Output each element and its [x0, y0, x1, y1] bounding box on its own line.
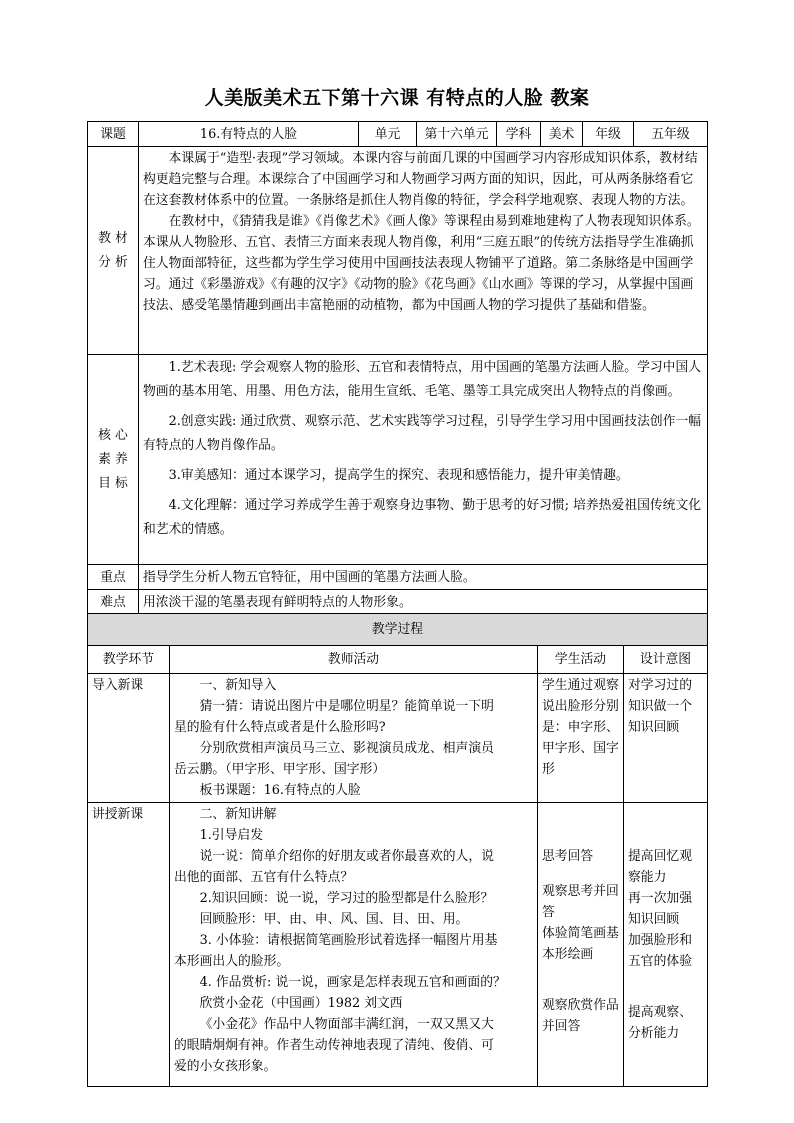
subject-label: 学科 — [497, 122, 541, 147]
analysis-paragraph: 本课属于“造型·表现”学习领域。本课内容与前面几课的中国画学习内容形成知识体系，教材结构更趋完整与合理。本课综合了中国画学习和人物画学习两方面的知识，因此，可从两条脉络看它在这套教材体系中的位置。一条脉络是抓住人物肖像的特征，学会科学地观察、表现人物的方法。 — [143, 151, 698, 208]
document-title: 人美版美术五下第十六课 有特点的人脸 教案 — [204, 87, 590, 109]
analysis-paragraph: 在教材中，《猜猜我是谁》《肖像艺术》《画人像》等课程由易到难地建构了人物表现知识体系。本课从人物脸形、五官、表情三方面来表现人物肖像，利用“三庭五眼”的传统方法指导学生准确抓住人物面部特征，这些都为学生学习使用中国画技法表现人物铺平了道路。第二条脉络是中国画学习。通过《彩墨游戏》《有趣的汉字》《动物的脸》《花鸟画》《山水画》等课的学习，从掌握中国画技法、感受笔墨情趣到画出丰富艳丽的动植物，都为中国画人物的学习提供了基础和借鉴。 — [143, 214, 700, 313]
goal-item: 1.艺术表现: 学会观察人物的脸形、五官和表情特点，用中国画的笔墨方法画人脸。学习中国人物画的基本用笔、用墨、用色方法，能用生宣纸、毛笔、墨等工具完成突出人物特点的肖像画。 — [143, 360, 702, 399]
design-intent: 再一次加强知识回顾 — [628, 891, 692, 927]
teacher-line: 2.知识回顾：说一说，学习过的脸型都是什么脸形？ — [199, 891, 494, 906]
intro-teacher — [170, 674, 538, 803]
teacher-line: 《小金花》作品中人物面部丰满红润，一双又黑又大 — [199, 1017, 494, 1032]
teacher-line: 4. 作品赏析: 说一说，画家是怎样表现五官和画面的？ — [199, 975, 506, 990]
teacher-line: 本形画出人的脸形。 — [174, 954, 290, 969]
header-stage: 教学环节 — [88, 646, 170, 674]
goals-label: 核 心 素 养 目 标 — [88, 355, 139, 565]
analysis-label: 教 材 分 析 — [88, 147, 139, 355]
teacher-line: 3. 小体验：请根据简笔画脸形试着选择一幅图片用基 — [199, 933, 498, 948]
analysis-content — [139, 147, 708, 355]
teacher-line: 猜一猜：请说出图片中是哪位明星？能简单说一下明 — [199, 699, 494, 714]
difficulty-text: 用浓淡干湿的笔墨表现有鲜明特点的人物形象。 — [139, 590, 708, 615]
intro-stage: 导入新课 — [88, 674, 170, 803]
student-activity: 观察欣赏作品并回答 — [542, 998, 619, 1034]
process-band: 教学过程 — [88, 614, 708, 646]
student-activity: 体验简笔画基本形绘画 — [542, 926, 619, 962]
teacher-line: 一、新知导入 — [199, 678, 277, 693]
teacher-line: 星的脸有什么特点或者是什么脸形吗? — [174, 720, 386, 735]
teach-teacher — [170, 803, 538, 1087]
teacher-line: 说一说：简单介绍你的好朋友或者你最喜欢的人，说 — [199, 849, 494, 864]
teacher-line: 出他的面部、五官有什么特点？ — [174, 870, 354, 885]
teacher-line: 岳云鹏。（甲字形、甲字形、国字形） — [174, 762, 386, 777]
teacher-line: 二、新知讲解 — [199, 807, 277, 822]
teaching-process-table — [87, 613, 708, 1087]
header-intent: 设计意图 — [624, 646, 708, 674]
key-point-label: 重点 — [88, 565, 139, 590]
teacher-line: 欣赏小金花（中国画）1982 刘文西 — [199, 996, 403, 1011]
intro-student: 学生通过观察说出脸形分别是：申字形、甲字形、国字形 — [538, 674, 624, 803]
teacher-line: 分别欣赏相声演员马三立、影视演员成龙、相声演员 — [199, 741, 494, 756]
design-intent: 提高观察、分析能力 — [628, 1005, 692, 1041]
header-student: 学生活动 — [538, 646, 624, 674]
teacher-line: 板书课题：16.有特点的人脸 — [199, 783, 361, 798]
teacher-line: 回顾脸形：甲、由、申、风、国、目、田、用。 — [199, 912, 469, 927]
lesson-info-table — [87, 121, 708, 615]
design-intent: 提高回忆观察能力 — [628, 849, 692, 885]
teach-intent — [624, 803, 708, 1087]
goals-content — [139, 355, 708, 565]
teacher-line: 爱的小女孩形象。 — [174, 1059, 277, 1074]
goal-item: 4.文化理解：通过学习养成学生善于观察身边事物、勤于思考的好习惯; 培养热爱祖国传统文化和艺术的情感。 — [143, 498, 702, 537]
teacher-line: 1.引导启发 — [199, 828, 263, 843]
goal-item: 2.创意实践: 通过欣赏、观察示范、艺术实践等学习过程，引导学生学习用中国画技法创作一幅有特点的人物肖像作品。 — [143, 414, 702, 453]
design-intent: 加强脸形和五官的体验 — [628, 933, 692, 969]
grade-value: 五年级 — [634, 122, 708, 147]
goal-item: 3.审美感知：通过本课学习，提高学生的探究、表现和感悟能力，提升审美情趣。 — [168, 468, 629, 483]
intro-intent: 对学习过的知识做一个知识回顾 — [624, 674, 708, 803]
teach-student — [538, 803, 624, 1087]
teach-stage: 讲授新课 — [88, 803, 170, 1087]
key-point-text: 指导学生分析人物五官特征，用中国画的笔墨方法画人脸。 — [139, 565, 708, 590]
unit-label: 单元 — [359, 122, 417, 147]
difficulty-label: 难点 — [88, 590, 139, 615]
header-teacher: 教师活动 — [170, 646, 538, 674]
topic-label: 课题 — [88, 122, 139, 147]
student-activity: 观察思考并回答 — [542, 884, 619, 920]
student-activity: 思考回答 — [542, 849, 594, 864]
topic-value: 16.有特点的人脸 — [139, 122, 359, 147]
unit-value: 第十六单元 — [417, 122, 497, 147]
teacher-line: 的眼睛炯炯有神。作者生动传神地表现了清纯、俊俏、可 — [174, 1038, 494, 1053]
subject-value: 美术 — [541, 122, 583, 147]
grade-label: 年级 — [583, 122, 634, 147]
